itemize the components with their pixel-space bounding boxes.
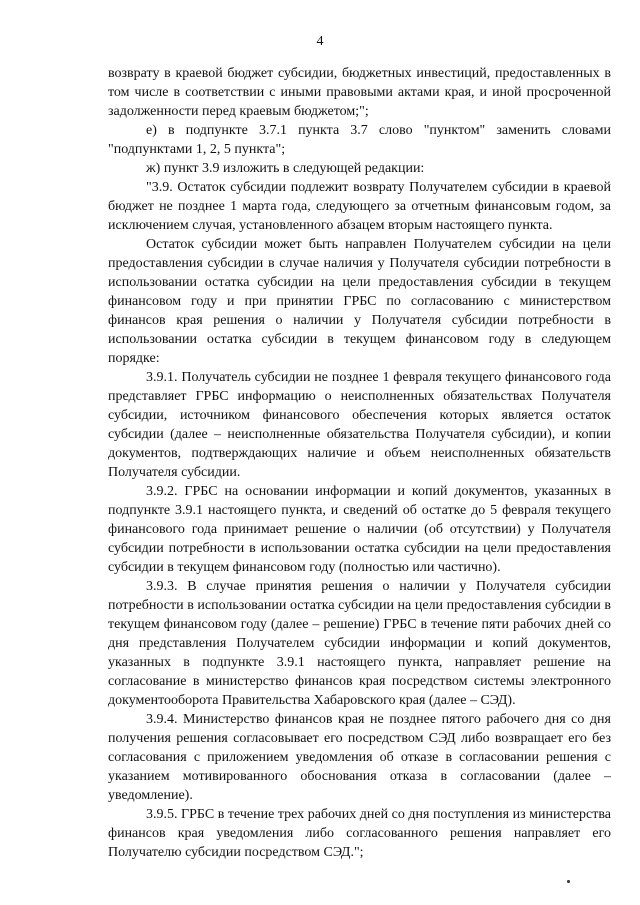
paragraph-3-9-3: 3.9.3. В случае принятия решения о наличии у Получателя субсидии потребности в использовании остатка субсидии на цели предоставления субсидии в текущем финансовом году (далее – решение) ГРБС в течение пяти рабочих дней со дня представления Получателем субсидии информации и копий документов, указанных в подпункте 3.9.1 настоящего пункта, направляет решение на согласование в министерство финансов края посредством системы электронного документооборота Правительства Хабаровского края (далее – СЭД). (108, 579, 611, 708)
paragraph-3-9-5: 3.9.5. ГРБС в течение трех рабочих дней со дня поступления из министерства финансов края уведомления либо согласованного решения направляет его Получателю субсидии посредством СЭД."; (108, 807, 611, 860)
paragraph-3-9-second: Остаток субсидии может быть направлен Получателем субсидии на цели предоставления субсидии в случае наличия у Получателя субсидии потребности в использовании остатка субсидии на цели предоставления субсидии в текущем финансовом году и при принятии ГРБС по согласованию с министерством финансов края решения о наличии у Получателя субсидии потребности в использовании остатка субсидии в текущем финансовом году в следующем порядке: (108, 237, 611, 366)
paragraph-3-9-1: 3.9.1. Получатель субсидии не позднее 1 февраля текущего финансового года представляет ГРБС информацию о неисполненных обязательствах Получателя субсидии, источником финансового обеспечения которых является остаток субсидии (далее – неисполненные обязательства Получателя субсидии), и копии документов, подтверждающих наличие и объем неисполненных обязательств Получателя субсидии. (108, 370, 611, 480)
document-body (108, 64, 611, 862)
paragraph-3-9: "3.9. Остаток субсидии подлежит возврату Получателем субсидии в краевой бюджет не позднее 1 марта года, следующего за отчетным финансовым годом, за исключением случая, установленного абзацем вторым настоящего пункта. (108, 180, 611, 233)
paragraph-item-e: е) в подпункте 3.7.1 пункта 3.7 слово "пунктом" заменить словами "подпунктами 1, 2, 5 пункта"; (108, 123, 611, 157)
paragraph-3-9-2: 3.9.2. ГРБС на основании информации и копий документов, указанных в подпункте 3.9.1 настоящего пункта, и сведений об остатке до 5 февраля текущего финансового года принимает решение о наличии (об отсутствии) у Получателя субсидии потребности в использовании остатка субсидии на цели предоставления субсидии в текущем финансовом году (полностью или частично). (108, 484, 611, 575)
page-number: 4 (316, 34, 324, 49)
paragraph-continuation: возврату в краевой бюджет субсидии, бюджетных инвестиций, предоставленных в том числе в соответствии с иными правовыми актами края, и иной просроченной задолженности перед краевым бюджетом;"; (108, 66, 611, 119)
paragraph-item-zh: ж) пункт 3.9 изложить в следующей редакции: (146, 161, 425, 176)
scan-speck (567, 880, 570, 883)
paragraph-3-9-4: 3.9.4. Министерство финансов края не позднее пятого рабочего дня со дня получения решения согласовывает его посредством СЭД либо возвращает его без согласования с приложением уведомления об отказе в согласовании решения с указанием мотивированного обоснования отказа в согласовании (далее – уведомление). (108, 712, 611, 803)
